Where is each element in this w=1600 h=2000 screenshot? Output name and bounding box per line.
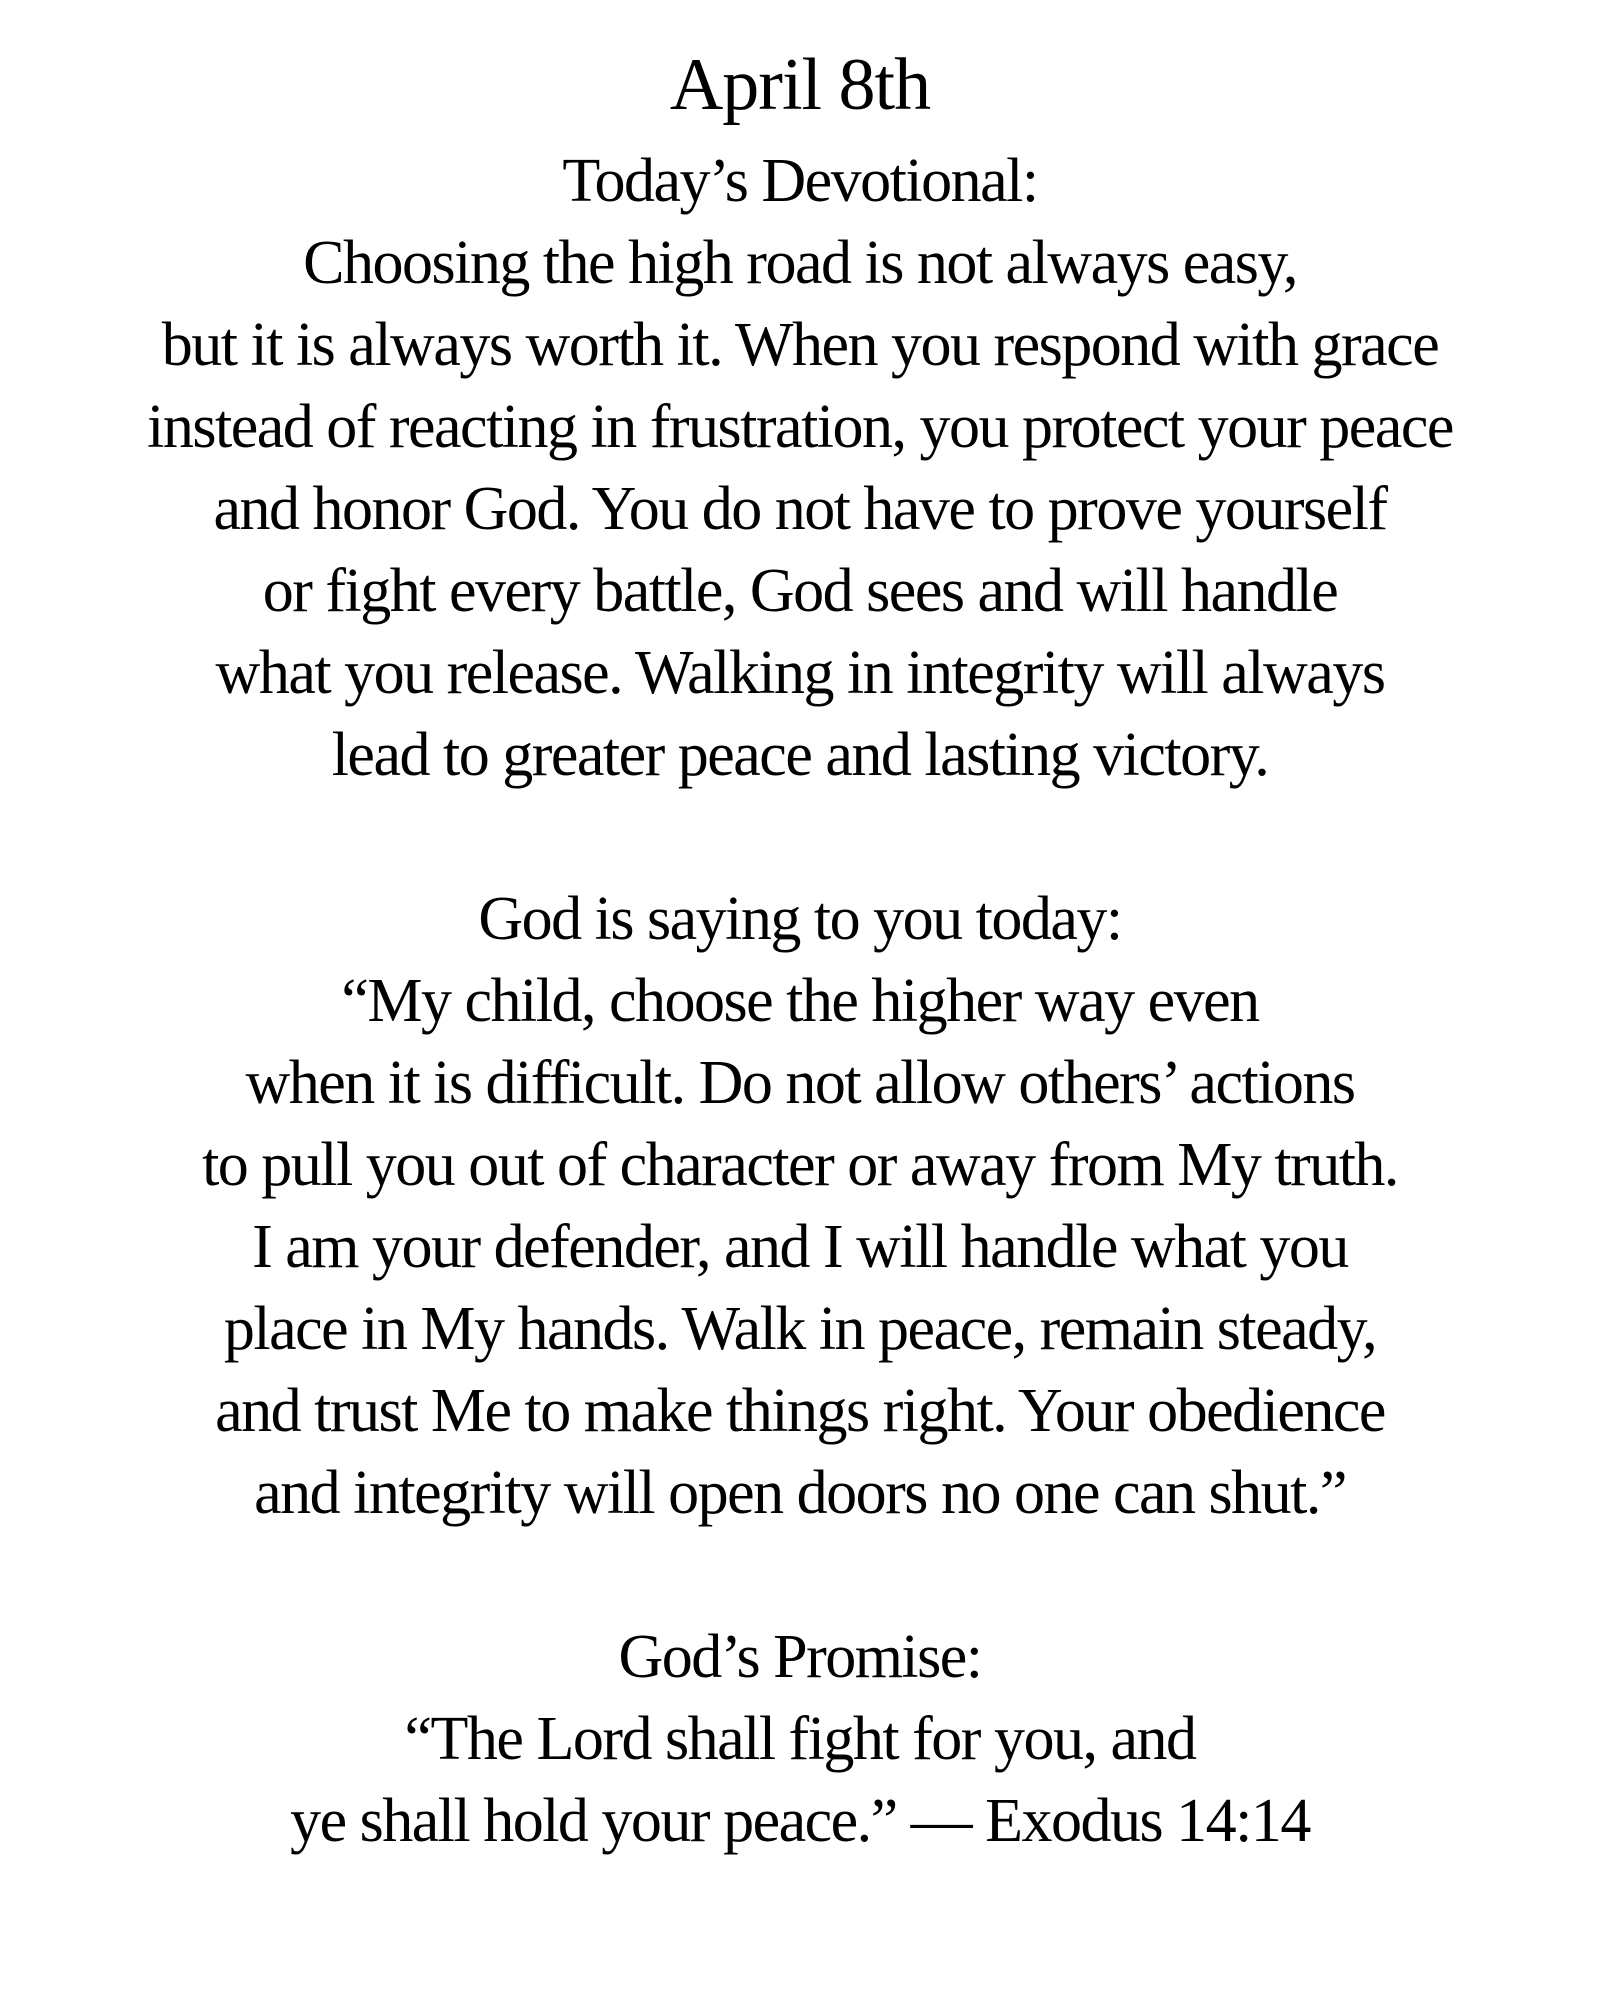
date-title: April 8th (669, 44, 931, 126)
message-line: to pull you out of character or away from My truth. (202, 1131, 1398, 1199)
devotional-line: but it is always worth it. When you respond with grace (161, 311, 1439, 379)
message-heading: God is saying to you today: (478, 885, 1122, 953)
promise-heading: God’s Promise: (618, 1623, 982, 1691)
devotional-line: or fight every battle, God sees and will handle (262, 557, 1338, 625)
devotional-line: and honor God. You do not have to prove yourself (213, 475, 1387, 543)
message-line: and integrity will open doors no one can shut.” (254, 1459, 1346, 1527)
message-line: place in My hands. Walk in peace, remain steady, (223, 1295, 1377, 1363)
message-line: “My child, choose the higher way even (341, 967, 1259, 1035)
promise-verse-line: ye shall hold your peace.” — Exodus 14:14 (290, 1787, 1310, 1855)
devotional-line: lead to greater peace and lasting victory. (331, 721, 1269, 789)
devotional-line: instead of reacting in frustration, you protect your peace (147, 393, 1453, 461)
promise-verse-line: “The Lord shall fight for you, and (404, 1705, 1196, 1773)
devotional-line: Choosing the high road is not always easy, (303, 229, 1297, 297)
devotional-heading: Today’s Devotional: (562, 147, 1038, 215)
devotional-line: what you release. Walking in integrity will always (215, 639, 1385, 707)
message-line: I am your defender, and I will handle what you (252, 1213, 1348, 1281)
message-line: and trust Me to make things right. Your obedience (215, 1377, 1385, 1445)
message-line: when it is difficult. Do not allow others’ actions (245, 1049, 1355, 1117)
